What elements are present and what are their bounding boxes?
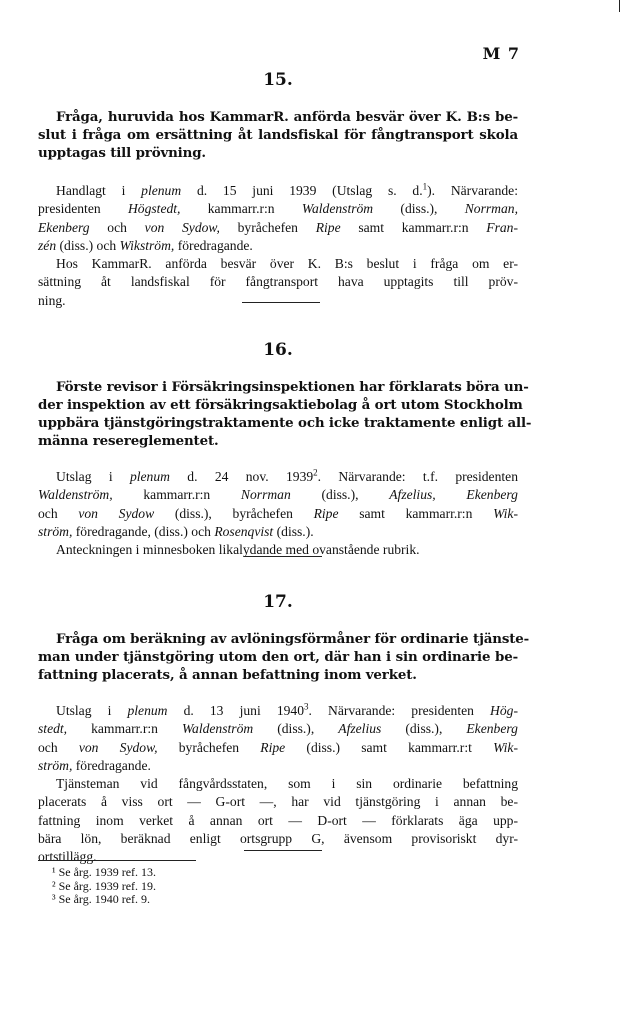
body-line: och von Sydow (diss.), byråchefen Ripe samt kammarr.r:n Wik- bbox=[38, 505, 518, 521]
body-line: bära lön, beräknad enligt ortsgrupp G, ävensom provisoriskt dyr- bbox=[38, 831, 518, 847]
body-line: Tjänsteman vid fångvårdsstaten, som i sin ordinarie befattning bbox=[56, 776, 518, 792]
body-line: presidenten Högstedt, kammarr.r:n Waldenström (diss.), Norrman, bbox=[38, 201, 518, 217]
heading-line: uppbära tjänstgöringstraktamente och icke traktamente enligt all- bbox=[38, 415, 532, 431]
heading-line: Förste revisor i Försäkringsinspektionen har förklarats böra un- bbox=[56, 379, 529, 395]
footnote: ³ Se årg. 1940 ref. 9. bbox=[52, 892, 151, 906]
footnote-divider bbox=[38, 860, 196, 861]
section-heading bbox=[38, 630, 530, 684]
body-line: placerats å viss ort — G-ort —, har vid tjänstgöring i annan be- bbox=[38, 794, 518, 810]
body-line: Utslag i plenum d. 24 nov. 1939$^2$. Närvarande: t.f. presidenten bbox=[56, 467, 518, 484]
heading-line: slut i fråga om ersättning åt landsfiskal för fångtransport skola bbox=[38, 127, 518, 143]
section-divider bbox=[242, 302, 320, 303]
section-divider bbox=[244, 556, 322, 557]
section-heading bbox=[38, 108, 518, 162]
page-edge-mark bbox=[619, 0, 620, 12]
heading-line: Fråga om beräkning av avlöningsförmåner för ordinarie tjänste- bbox=[56, 631, 530, 647]
footnote: ² Se årg. 1939 ref. 19. bbox=[52, 878, 157, 893]
footnotes bbox=[52, 866, 156, 907]
page-number: M 7 bbox=[482, 44, 520, 63]
body-line: sättning åt landsfiskal för fångtransport hava upptagits till pröv- bbox=[38, 274, 518, 290]
body-line: Utslag i plenum d. 13 juni 1940$^3$. Närvarande: presidenten Hög- bbox=[56, 701, 518, 718]
body-line: ström, föredragande, (diss.) och Rosenqvist (diss.). bbox=[38, 523, 314, 539]
section-number: 16. bbox=[263, 340, 293, 360]
body-line: stedt, kammarr.r:n Waldenström (diss.), Afzelius (diss.), Ekenberg bbox=[38, 721, 518, 737]
section-number: 15. bbox=[263, 70, 293, 90]
section-17 bbox=[38, 592, 530, 867]
heading-line: fattning placerats, å annan befattning inom verket. bbox=[38, 667, 417, 683]
body-line: ning. bbox=[38, 292, 66, 308]
section-heading bbox=[38, 378, 532, 450]
section-divider bbox=[244, 850, 322, 851]
section-body bbox=[38, 702, 518, 867]
section-number: 17. bbox=[263, 592, 293, 612]
body-line: Waldenström, kammarr.r:n Norrman (diss.), Afzelius, Ekenberg bbox=[38, 487, 518, 503]
footnote: ¹ Se årg. 1939 ref. 13. bbox=[52, 865, 157, 879]
heading-line: männa resereglementet. bbox=[38, 433, 219, 449]
section-15 bbox=[38, 70, 518, 310]
section-body bbox=[38, 468, 518, 559]
body-line: Ekenberg och von Sydow, byråchefen Ripe samt kammarr.r:n Fran- bbox=[38, 219, 518, 235]
body-line: ström, föredragande. bbox=[38, 757, 151, 773]
body-line: och von Sydow, byråchefen Ripe (diss.) samt kammarr.r:t Wik- bbox=[38, 739, 518, 755]
section-16 bbox=[38, 340, 532, 559]
heading-line: man under tjänstgöring utom den ort, där han i sin ordinarie be- bbox=[38, 649, 518, 665]
body-line: fattning inom verket å annan ort — D-ort — förklarats äga upp- bbox=[38, 812, 518, 828]
body-line: zén (diss.) och Wikström, föredragande. bbox=[38, 237, 253, 253]
heading-line: upptagas till prövning. bbox=[38, 145, 206, 161]
body-line: Hos KammarR. anförda besvär över K. B:s beslut i fråga om er- bbox=[56, 256, 518, 272]
heading-line: Fråga, huruvida hos KammarR. anförda besvär över K. B:s be- bbox=[56, 109, 518, 125]
section-body bbox=[38, 182, 518, 310]
body-line: ortstillägg. bbox=[38, 849, 97, 865]
heading-line: der inspektion av ett försäkringsaktiebolag å ort utom Stockholm bbox=[38, 397, 523, 413]
body-line: Handlagt i plenum d. 15 juni 1939 (Utslag s. d.$^1$). Närvarande: bbox=[56, 181, 518, 198]
body-line: Anteckningen i minnesboken likalydande med ovanstående rubrik. bbox=[56, 542, 420, 558]
